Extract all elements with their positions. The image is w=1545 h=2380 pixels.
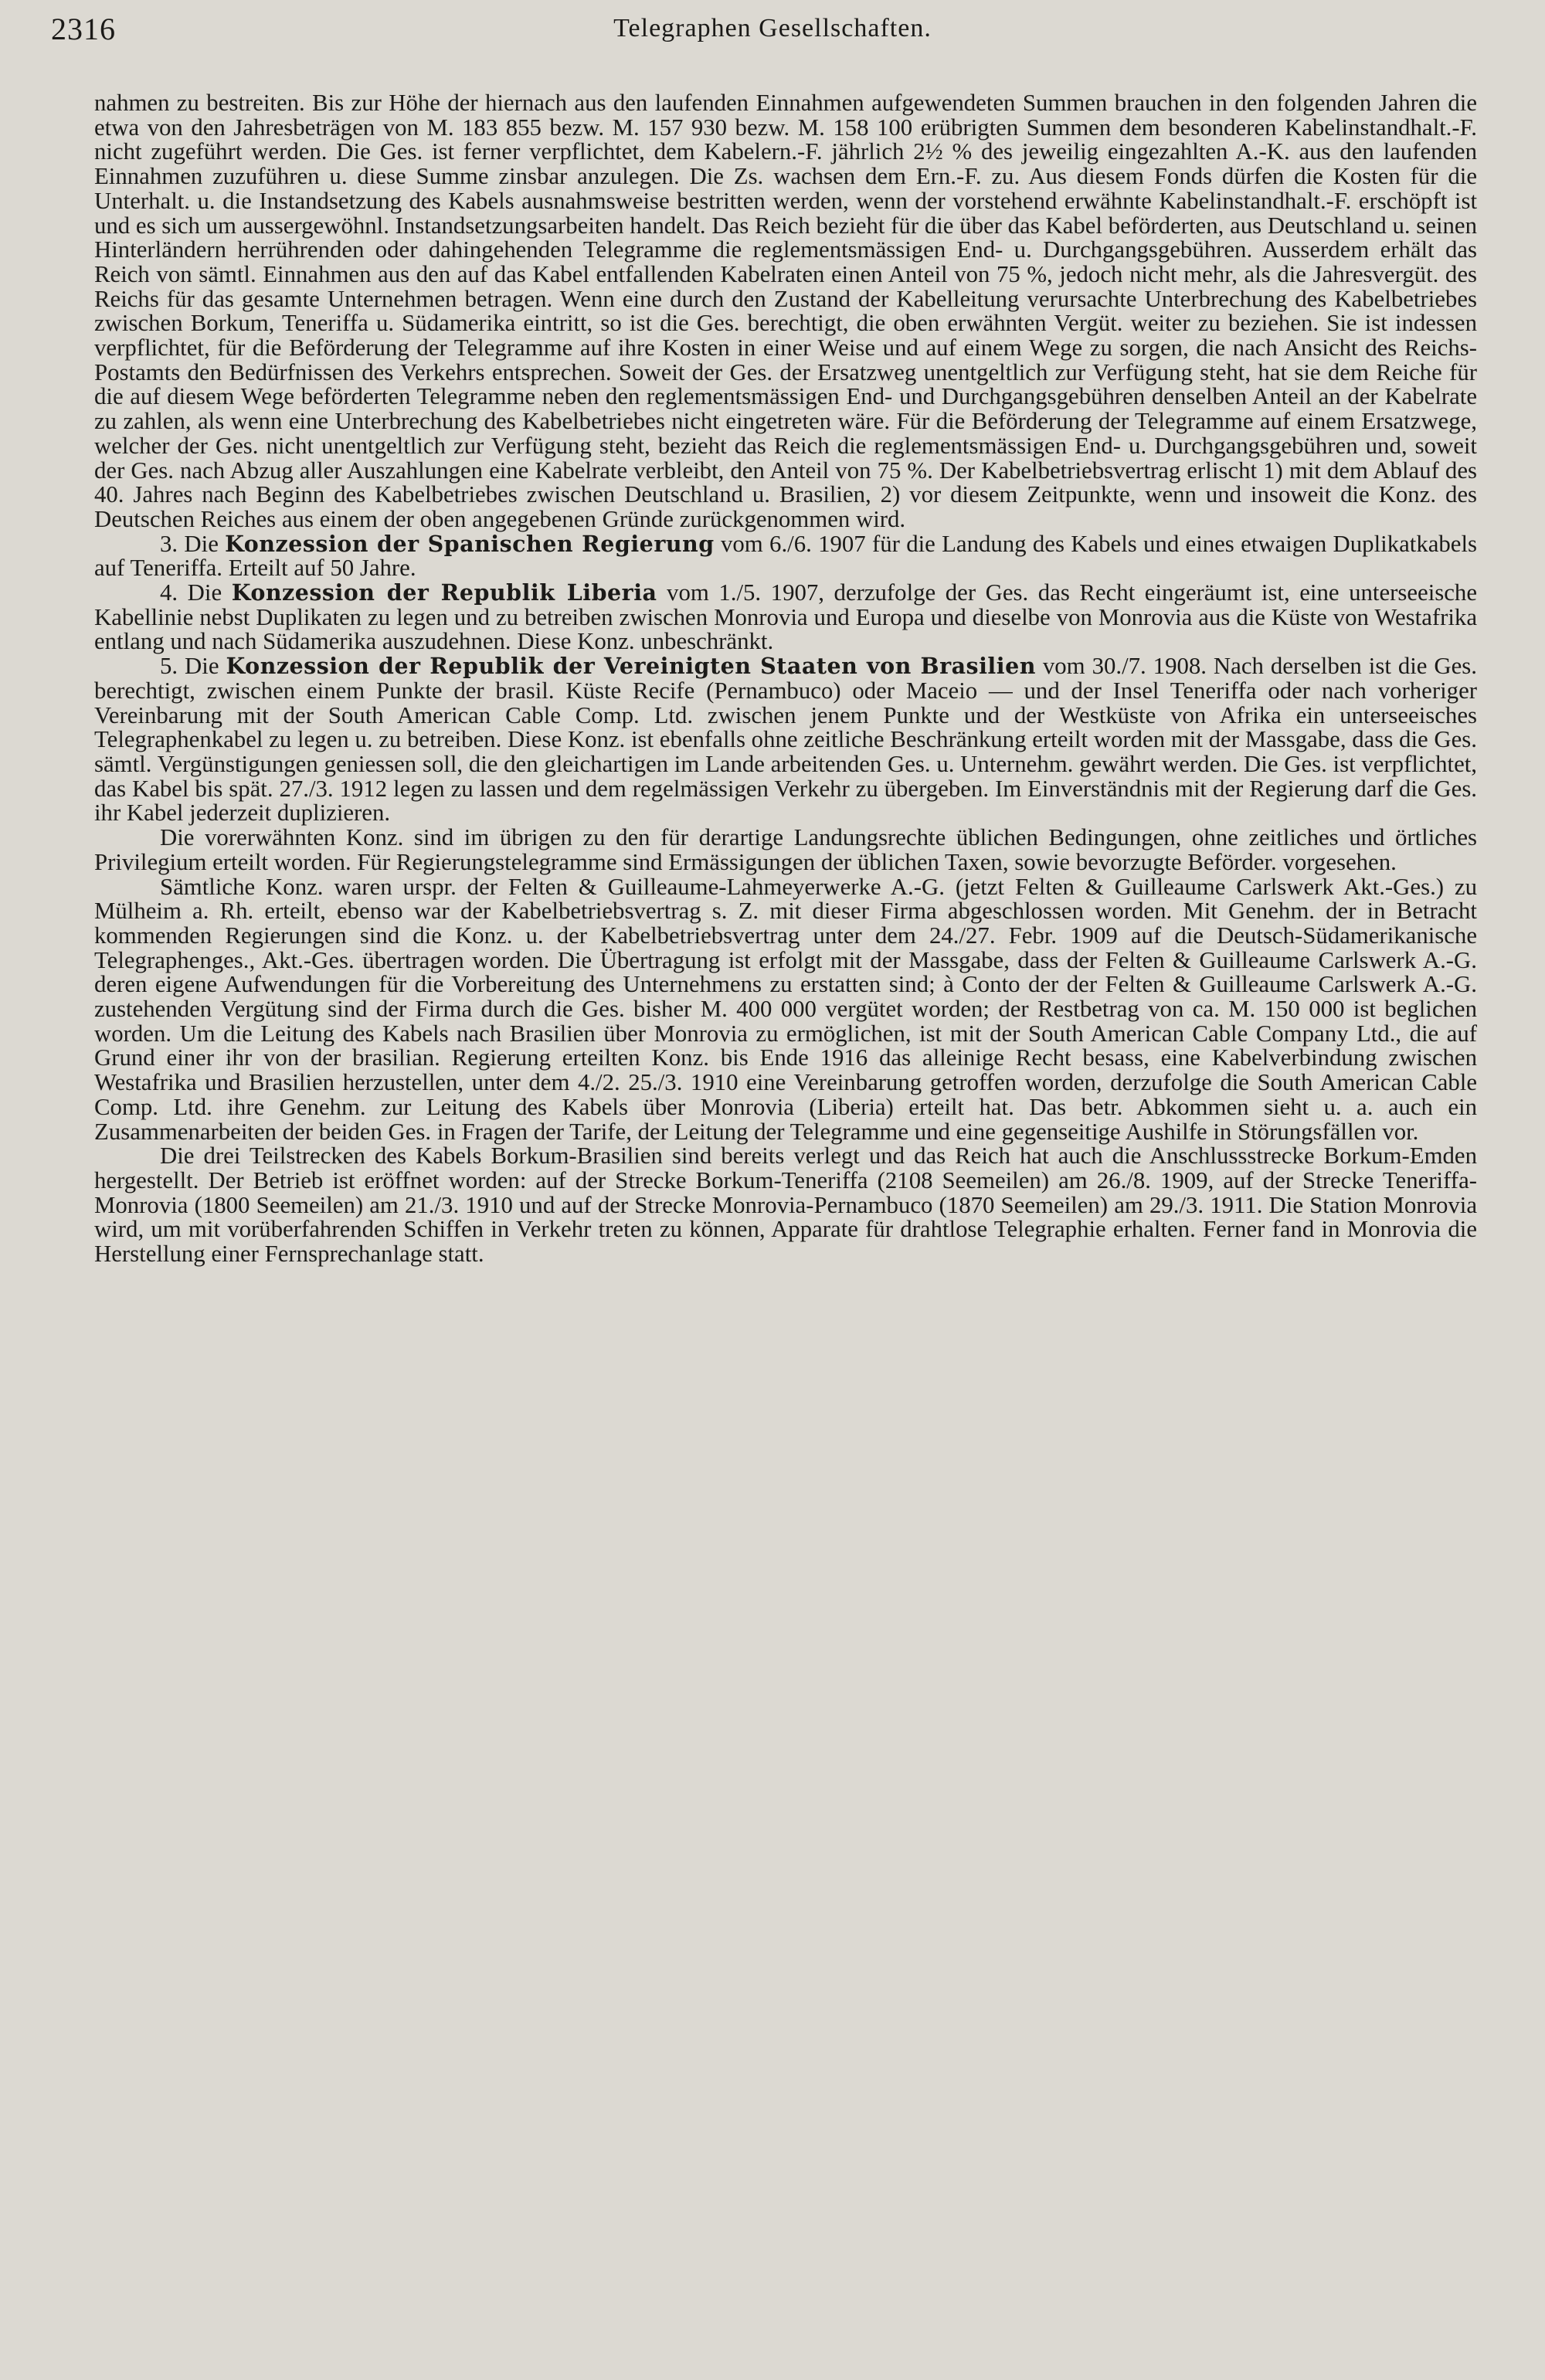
concession-text-spain: vom 6./6. 1907 für die Landung des Kabels und eines etwaigen Duplikatkabels auf Teneriffa. Erteilt auf 50 Jahre. bbox=[94, 530, 1477, 582]
concession-text-liberia: vom 1./5. 1907, derzufolge der Ges. das Recht eingeräumt ist, eine unterseeische Kabellinie nebst Duplikaten zu legen und zu betreiben zwischen Monrovia und Europa und dieselbe von Monrovia aus die Küste von Westafrika entlang und nach Südamerika auszudehnen. Diese Konz. unbeschränkt. bbox=[94, 579, 1477, 655]
concession-text-brazil: vom 30./7. 1908. Nach derselben ist die Ges. berechtigt, zwischen einem Punkte der brasil. Küste Recife (Pernambuco) oder Maceio — und der Insel Teneriffa oder nach vorheriger Vereinbarung mit der South American Cable Comp. Ltd. zwischen jenem Punkte und der Westküste von Afrika ein unterseeisches Telegraphenkabel zu legen u. zu betreiben. Diese Konz. ist ebenfalls ohne zeitliche Beschränkung erteilt worden mit der Massgabe, dass die Ges. sämtl. Vergünstigungen geniessen soll, die den gleichartigen im Lande arbeitenden Ges. u. Unternehm. gewährt werden. Die Ges. ist verpflichtet, das Kabel bis spät. 27./3. 1912 legen zu lassen und dem regelmässigen Verkehr zu übergeben. Im Einverständnis mit der Regierung darf die Ges. ihr Kabel jederzeit duplizieren. bbox=[94, 653, 1477, 827]
paragraph-operation: Die drei Teilstrecken des Kabels Borkum-Brasilien sind bereits verlegt und das Reich hat auch die Anschlussstrecke Borkum-Emden hergestellt. Der Betrieb ist eröffnet worden: auf der Strecke Borkum-Teneriffa (2108 Seemeilen) am 26./8. 1909, auf der Strecke Teneriffa-Monrovia (1800 Seemeilen) am 21./3. 1910 und auf der Strecke Monrovia-Pernambuco (1870 Seemeilen) am 29./3. 1911. Die Station Monrovia wird, um mit vorüberfahrenden Schiffen in Verkehr treten zu können, Apparate für drahtlose Telegraphie erhalten. Ferner fand in Monrovia die Herstellung einer Fernsprechanlage statt. bbox=[94, 1142, 1477, 1268]
concession-heading-spain: Konzession der Spanischen Regierung bbox=[225, 530, 715, 557]
paragraph-concession-spain bbox=[94, 532, 1477, 581]
item-number: 4. Die bbox=[160, 579, 232, 606]
concession-heading-liberia: Konzession der Republik Liberia bbox=[231, 579, 657, 606]
running-title: Telegraphen Gesellschaften. bbox=[613, 14, 932, 42]
paragraph-conditions: Die vorerwähnten Konz. sind im übrigen zu den für derartige Landungsrechte üblichen Bedingungen, ohne zeitliches und örtliches Privilegium erteilt worden. Für Regierungstelegramme sind Ermässigungen der üblichen Taxen, sowie bevorzugte Beförder. vorgesehen. bbox=[94, 824, 1477, 875]
body-text bbox=[94, 91, 1477, 1267]
page-header bbox=[0, 11, 1545, 57]
paragraph-concession-brazil bbox=[94, 654, 1477, 826]
paragraph-cable-fund: nahmen zu bestreiten. Bis zur Höhe der hiernach aus den laufenden Einnahmen aufgewendeten Summen brauchen in den folgenden Jahren die etwa von den Jahresbeträgen von M. 183 855 bezw. M. 157 930 bezw. M. 158 100 erübrigten Summen dem besonderen Kabelinstandhalt.-F. nicht zugeführt werden. Die Ges. ist ferner verpflichtet, dem Kabelern.-F. jährlich 2½ % des jeweilig eingezahlten A.-K. aus den laufenden Einnahmen zuzuführen u. diese Summe zinsbar anzulegen. Die Zs. wachsen dem Ern.-F. zu. Aus diesem Fonds dürfen die Kosten für die Unterhalt. u. die Instandsetzung des Kabels ausnahmsweise bestritten werden, wenn der vorstehend erwähnte Kabelinstandhalt.-F. erschöpft ist und es sich um aussergewöhnl. Instandsetzungsarbeiten handelt. Das Reich bezieht für die über das Kabel beförderten, aus Deutschland u. seinen Hinterländern herrührenden oder dahingehenden Telegramme die reglementsmässigen End- u. Durchgangsgebühren. Ausserdem erhält das Reich von sämtl. Einnahmen aus den auf das Kabel entfallenden Kabelraten einen Anteil von 75 %, jedoch nicht mehr, als die Jahresvergüt. des Reichs für das gesamte Unternehmen betragen. Wenn eine durch den Zustand der Kabelleitung verursachte Unterbrechung des Kabelbetriebes zwischen Borkum, Teneriffa u. Südamerika eintritt, so ist die Ges. berechtigt, die oben erwähnten Vergüt. weiter zu beziehen. Sie ist indessen verpflichtet, für die Beförderung der Telegramme auf ihre Kosten in einer Weise und auf einem Wege zu sorgen, die nach Ansicht des Reichs-Postamts den Bedürfnissen des Verkehrs entsprechen. Soweit der Ges. der Ersatzweg unentgeltlich zur Verfügung steht, hat sie dem Reiche für die auf diesem Wege beförderten Telegramme neben den reglementsmässigen End- und Durchgangsgebühren denselben Anteil an der Kabelrate zu zahlen, als wenn eine Unterbrechung des Kabelbetriebes nicht eingetreten wäre. Für die Beförderung der Telegramme auf einem Ersatzwege, welcher der Ges. nicht unentgeltlich zur Verfügung steht, bezieht das Reich die reglementsmässigen End- u. Durchgangsgebühren und, soweit der Ges. nach Abzug aller Auszahlungen eine Kabelrate verbleibt, den Anteil von 75 %. Der Kabelbetriebsvertrag erlischt 1) mit dem Ablauf des 40. Jahres nach Beginn des Kabelbetriebes zwischen Deutschland u. Brasilien, 2) vor diesem Zeitpunkte, wenn und insoweit die Konz. des Deutschen Reiches aus einem der oben angegebenen Gründe zurückgenommen wird. bbox=[94, 90, 1477, 532]
page-number: 2316 bbox=[51, 12, 116, 46]
item-number: 5. Die bbox=[160, 653, 226, 680]
paragraph-transfer: Sämtliche Konz. waren urspr. der Felten & Guilleaume-Lahmeyerwerke A.-G. (jetzt Felten & Guilleaume Carlswerk Akt.-Ges.) zu Mülheim a. Rh. erteilt, ebenso war der Kabelbetriebsvertrag s. Z. mit dieser Firma abgeschlossen worden. Mit Genehm. der in Betracht kommenden Regierungen sind die Konz. u. der Kabelbetriebsvertrag unter dem 24./27. Febr. 1909 auf die Deutsch-Südamerikanische Telegraphenges., Akt.-Ges. übertragen worden. Die Übertragung ist erfolgt mit der Massgabe, dass der Felten & Guilleaume Carlswerk A.-G. deren eigene Aufwendungen für die Vorbereitung des Unternehmens zu erstatten sind; à Conto der der Felten & Guilleaume Carlswerk A.-G. zustehenden Vergütung sind der Firma durch die Ges. bisher M. 400 000 vergütet worden; der Restbetrag von ca. M. 150 000 ist beglichen worden. Um die Leitung des Kabels nach Brasilien über Monrovia zu ermöglichen, ist mit der South American Cable Company Ltd., die auf Grund einer ihr von der brasilian. Regierung erteilten Konz. bis Ende 1916 das alleinige Recht besass, eine Kabelverbindung zwischen Westafrika und Brasilien herzustellen, unter dem 4./2. 25./3. 1910 eine Vereinbarung getroffen worden, derzufolge die South American Cable Comp. Ltd. ihre Genehm. zur Leitung des Kabels über Monrovia (Liberia) erteilt hat. Das betr. Abkommen sieht u. a. auch ein Zusammenarbeiten der beiden Ges. in Fragen der Tarife, der Leitung der Telegramme und eine gegenseitige Aushilfe in Störungsfällen vor. bbox=[94, 873, 1477, 1145]
concession-heading-brazil: Konzession der Republik der Vereinigten Staaten von Brasilien bbox=[226, 653, 1036, 680]
item-number: 3. Die bbox=[160, 530, 226, 557]
paragraph-concession-liberia bbox=[94, 581, 1477, 654]
